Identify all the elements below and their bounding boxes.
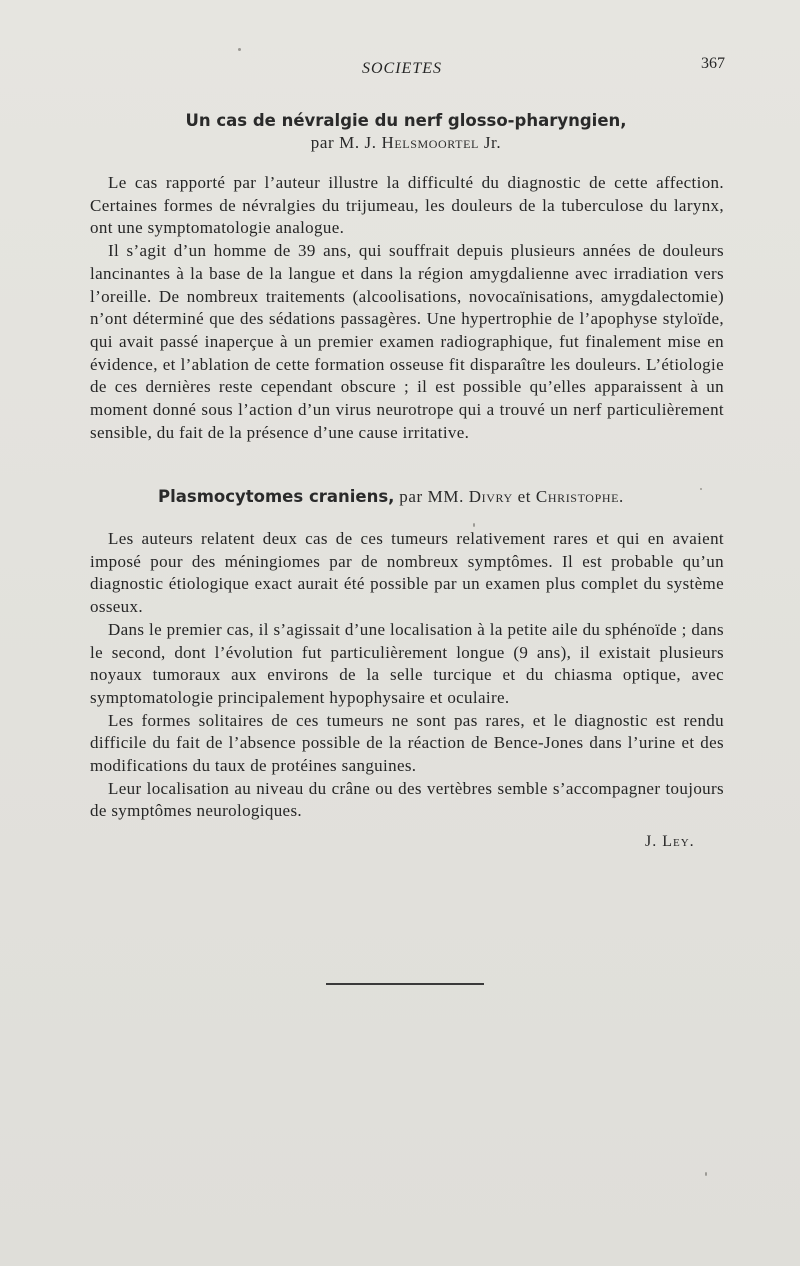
end-rule [326, 983, 484, 985]
paper-speck [705, 1172, 707, 1176]
signature-initial: J. [645, 833, 663, 850]
article2-paragraph-2: Dans le premier cas, il s’agissait d’une localisation à la petite aile du sphénoïde ; dans le second, dont l’évolution fut particulièrement longue (9 ans), il existait plusieurs noyaux tumoraux aux environs de la selle turcique et du chiasma optique, avec symptomatologie principalement hypophysaire et oculaire. [90, 619, 724, 707]
article2-author-2: Christophe [535, 487, 620, 506]
article2-paragraph-4: Leur localisation au niveau du crâne ou des vertèbres semble s’accompagner toujours de symptômes neurologiques. [90, 778, 724, 821]
article2-byline [394, 487, 623, 506]
article2-byline-end: . [619, 487, 624, 506]
article2-conjunction: et [512, 487, 536, 506]
article1-body [90, 172, 724, 444]
article1-byline-prefix: par M. J. [310, 133, 382, 152]
paper-speck [473, 523, 475, 527]
article2-paragraph-1: Les auteurs relatent deux cas de ces tumeurs relativement rares et qui en avaient imposé pour des méningiomes par de nombreux symptômes. Il est probable qu’un diagnostic étiologique exact aurait été possible par un examen plus complet du système osseux. [90, 529, 724, 617]
page-number: 367 [701, 55, 725, 72]
article2-byline-prefix: par MM. [394, 487, 469, 506]
paper-speck [238, 48, 241, 51]
article1-byline [88, 132, 724, 154]
article1-paragraph-2: Il s’agit d’un homme de 39 ans, qui souffrait depuis plusieurs années de douleurs lancinantes à la base de la langue et dans la région amygdalienne avec irradiation vers l’oreille. De nombreux traitements (alcoolisations, novocaïnisations, amygdalectomie) n’ont déterminé que des sédations passagères. Une hypertrophie de l’apophyse styloïde, qui avait passé inaperçue à un premier examen radiographique, fut finalement mise en évidence, et l’ablation de cette formation osseuse fit disparaître les douleurs. L’étiologie de ces dernières reste cependant obscure ; il est possible qu’elles apparaissent à un moment donné sous l’action d’un virus neurotrope qui a trouvé un nerf particulièrement sensible, du fait de la présence d’une cause irritative. [90, 241, 724, 442]
article1-title: Un cas de névralgie du nerf glosso-pharyngien, [185, 111, 627, 130]
paper-speck [700, 488, 702, 490]
signature-name: Ley. [662, 833, 695, 850]
article1-paragraph-1: Le cas rapporté par l’auteur illustre la difficulté du diagnostic de cette affection. Certaines formes de névralgies du trijumeau, les douleurs de la tuberculose du larynx, ont une symptomatologie analogue. [90, 173, 724, 238]
article1-author: Helsmoortel [381, 133, 479, 152]
article2-author-1: Divry [468, 487, 513, 506]
article2-title: Plasmocytomes craniens, [158, 487, 395, 506]
running-head: SOCIETES [362, 60, 442, 77]
article1-heading [88, 110, 724, 154]
article2-paragraph-3: Les formes solitaires de ces tumeurs ne sont pas rares, et le diagnostic est rendu difficile du fait de l’absence possible de la réaction de Bence-Jones dans l’urine et des modifications du taux de protéines sanguines. [90, 710, 724, 776]
article2-body [90, 528, 724, 823]
article2-heading [158, 486, 698, 508]
signature [645, 833, 695, 851]
article1-author-suffix: Jr. [478, 133, 502, 152]
